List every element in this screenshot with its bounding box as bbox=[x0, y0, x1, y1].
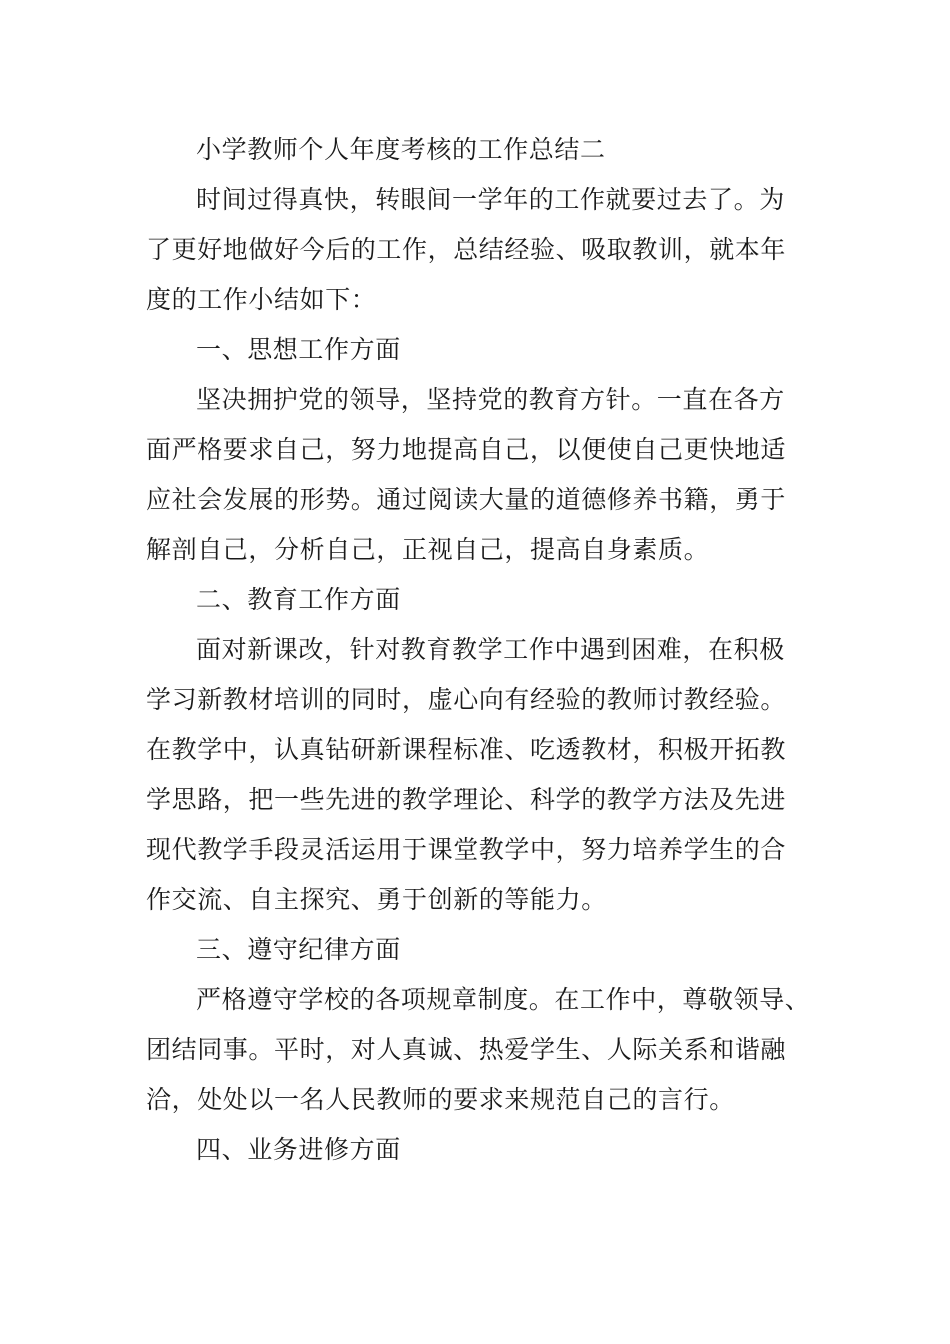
paragraph-intro-line-3: 度的工作小结如下： bbox=[146, 285, 377, 314]
paragraph-2-line-1: 面对新课改，针对教育教学工作中遇到困难，在积极 bbox=[196, 635, 785, 664]
paragraph-3-line-2: 团结同事。平时，对人真诚、热爱学生、人际关系和谐融 bbox=[146, 1035, 787, 1064]
paragraph-1-line-3: 应社会发展的形势。通过阅读大量的道德修养书籍，勇于 bbox=[146, 485, 787, 514]
paragraph-intro-line-1: 时间过得真快，转眼间一学年的工作就要过去了。为 bbox=[196, 185, 785, 214]
paragraph-1-line-1: 坚决拥护党的领导，坚持党的教育方针。一直在各方 bbox=[196, 385, 785, 414]
paragraph-2-line-5: 现代教学手段灵活运用于课堂教学中，努力培养学生的合 bbox=[146, 835, 787, 864]
paragraph-1-line-2: 面严格要求自己，努力地提高自己，以便使自己更快地适 bbox=[146, 435, 787, 464]
section-heading-4: 四、业务进修方面 bbox=[196, 1135, 401, 1164]
paragraph-2-line-6: 作交流、自主探究、勇于创新的等能力。 bbox=[146, 885, 607, 914]
paragraph-intro-line-2: 了更好地做好今后的工作，总结经验、吸取教训，就本年 bbox=[146, 235, 787, 264]
paragraph-2-line-4: 学思路，把一些先进的教学理论、科学的教学方法及先进 bbox=[146, 785, 787, 814]
paragraph-1-line-4: 解剖自己，分析自己，正视自己，提高自身素质。 bbox=[146, 535, 710, 564]
paragraph-3-line-3: 洽，处处以一名人民教师的要求来规范自己的言行。 bbox=[146, 1085, 735, 1114]
section-heading-2: 二、教育工作方面 bbox=[196, 585, 401, 614]
section-heading-3: 三、遵守纪律方面 bbox=[196, 935, 401, 964]
section-heading-1: 一、思想工作方面 bbox=[196, 335, 401, 364]
paragraph-2-line-2: 学习新教材培训的同时，虚心向有经验的教师讨教经验。 bbox=[146, 685, 787, 714]
paragraph-2-line-3: 在教学中，认真钻研新课程标准、吃透教材，积极开拓教 bbox=[146, 735, 787, 764]
document-title: 小学教师个人年度考核的工作总结二 bbox=[196, 135, 606, 164]
paragraph-3-line-1: 严格遵守学校的各项规章制度。在工作中，尊敬领导、 bbox=[196, 985, 811, 1014]
